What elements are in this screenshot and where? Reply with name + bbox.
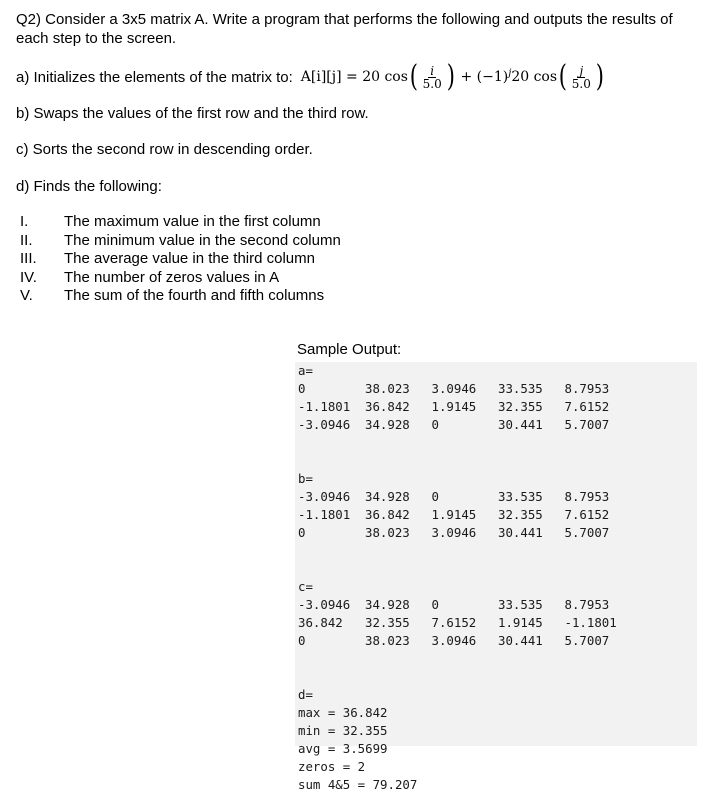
matrix-cell: 36.842 — [365, 507, 410, 522]
matrix-cell: 0 — [298, 381, 306, 396]
matrix-cell: 34.928 — [365, 597, 410, 612]
matrix-cell: 3.0946 — [431, 633, 477, 648]
matrix-cell: 7.6152 — [564, 507, 610, 522]
matrix-cell: -1.1801 — [564, 615, 617, 630]
matrix-cell: 30.441 — [498, 525, 543, 540]
matrix-cell: 3.0946 — [431, 381, 477, 396]
output-label-a: a= — [298, 363, 313, 378]
formula-exponent: j — [508, 67, 512, 79]
matrix-cell: 33.535 — [498, 597, 543, 612]
matrix-cell: 30.441 — [498, 417, 543, 432]
matrix-cell: 5.7007 — [564, 417, 610, 432]
matrix-cell: 38.023 — [365, 381, 410, 396]
formula-mid2: 20 cos — [511, 68, 558, 85]
frac2-num: j — [579, 63, 584, 78]
matrix-cell: 0 — [431, 489, 439, 504]
matrix-row — [298, 380, 631, 398]
matrix-cell: 38.023 — [365, 525, 410, 540]
output-label-d: d= — [298, 687, 313, 702]
matrix-cell: 36.842 — [298, 615, 343, 630]
output-result-line: avg = 3.5699 — [298, 741, 388, 756]
matrix-cell: 34.928 — [365, 417, 410, 432]
matrix-cell: -1.1801 — [298, 399, 351, 414]
matrix-cell: 36.842 — [365, 399, 410, 414]
list-item — [20, 213, 341, 232]
matrix-cell: 7.6152 — [564, 399, 610, 414]
list-item-text: The average value in the third column — [64, 250, 315, 268]
matrix-cell: 33.535 — [498, 381, 543, 396]
part-d: d) Finds the following: — [16, 178, 162, 195]
list-item — [20, 269, 341, 288]
matrix-cell: -1.1801 — [298, 507, 351, 522]
matrix-cell: 8.7953 — [564, 381, 610, 396]
matrix-cell: 5.7007 — [564, 525, 610, 540]
part-b: b) Swaps the values of the first row and the third row. — [16, 105, 369, 122]
frac1-den: 5.0 — [422, 76, 442, 91]
formula — [300, 59, 606, 94]
matrix-cell: 0 — [431, 597, 439, 612]
fraction-2 — [570, 65, 593, 90]
matrix-row — [298, 398, 631, 416]
matrix-cell: 38.023 — [365, 633, 410, 648]
paren-close-icon: ) — [595, 59, 604, 94]
list-item-number: IV. — [20, 268, 37, 286]
matrix-cell: 8.7953 — [564, 597, 610, 612]
part-a-label: a) Initializes the elements of the matrix to: — [16, 68, 293, 86]
matrix-row — [298, 596, 631, 614]
matrix-cell: 5.7007 — [564, 633, 610, 648]
subitem-list — [20, 213, 341, 306]
paren-open-icon: ( — [558, 59, 568, 94]
matrix-cell: 7.6152 — [431, 615, 477, 630]
matrix-row — [298, 614, 631, 632]
output-label-c: c= — [298, 579, 313, 594]
list-item-number: III. — [20, 250, 37, 268]
matrix-cell: 30.441 — [498, 633, 543, 648]
question-title: Q2) Consider a 3x5 matrix A. Write a program that performs the following and outputs the results of each step to the screen. — [16, 11, 677, 47]
list-item-text: The maximum value in the first column — [64, 213, 321, 230]
output-result-line: min = 32.355 — [298, 723, 388, 738]
output-result-line: zeros = 2 — [298, 759, 366, 774]
sample-output-box — [295, 362, 697, 792]
list-item-text: The number of zeros values in A — [64, 268, 280, 286]
matrix-cell: -3.0946 — [298, 489, 351, 504]
fraction-1 — [421, 65, 444, 90]
matrix-cell: -3.0946 — [298, 597, 351, 612]
list-item-text: The minimum value in the second column — [64, 231, 341, 249]
matrix-cell: 33.535 — [498, 489, 543, 504]
matrix-row — [298, 416, 631, 434]
matrix-row — [298, 632, 631, 650]
matrix-cell: 32.355 — [498, 507, 543, 522]
matrix-row — [298, 524, 631, 542]
matrix-cell: 0 — [298, 525, 306, 540]
list-item-text: The sum of the fourth and fifth columns — [64, 287, 325, 305]
matrix-cell: 0 — [431, 417, 439, 432]
matrix-cell: 0 — [298, 633, 306, 648]
matrix-row — [298, 506, 631, 524]
list-item-number: V. — [20, 287, 33, 305]
matrix-cell: 8.7953 — [564, 489, 610, 504]
paren-close-icon: ) — [446, 59, 455, 94]
output-label-b: b= — [298, 471, 313, 486]
matrix-cell: -3.0946 — [298, 417, 351, 432]
matrix-cell: 1.9145 — [431, 507, 477, 522]
list-item — [20, 250, 341, 269]
matrix-row — [298, 488, 631, 506]
matrix-cell: 1.9145 — [431, 399, 477, 414]
matrix-cell: 34.928 — [365, 489, 410, 504]
output-code — [298, 362, 631, 794]
output-result-line: max = 36.842 — [298, 705, 388, 720]
frac2-den: 5.0 — [571, 76, 591, 91]
sample-output-label: Sample Output: — [297, 341, 402, 358]
matrix-cell: 32.355 — [365, 615, 410, 630]
part-a — [16, 59, 606, 94]
matrix-cell: 3.0946 — [431, 525, 477, 540]
matrix-cell: 32.355 — [498, 399, 543, 414]
formula-mid: + (−1) — [460, 68, 509, 85]
list-item — [20, 232, 341, 251]
matrix-cell: 1.9145 — [498, 615, 543, 630]
list-item — [20, 287, 341, 306]
output-result-line: sum 4&5 = 79.207 — [298, 777, 418, 792]
paren-open-icon: ( — [409, 59, 418, 94]
formula-lhs: A[i][j] = 20 cos — [300, 68, 408, 85]
frac1-num: i — [430, 63, 435, 78]
list-item-number: II. — [20, 231, 33, 249]
list-item-number: I. — [20, 213, 29, 230]
part-c: c) Sorts the second row in descending order. — [16, 141, 313, 158]
